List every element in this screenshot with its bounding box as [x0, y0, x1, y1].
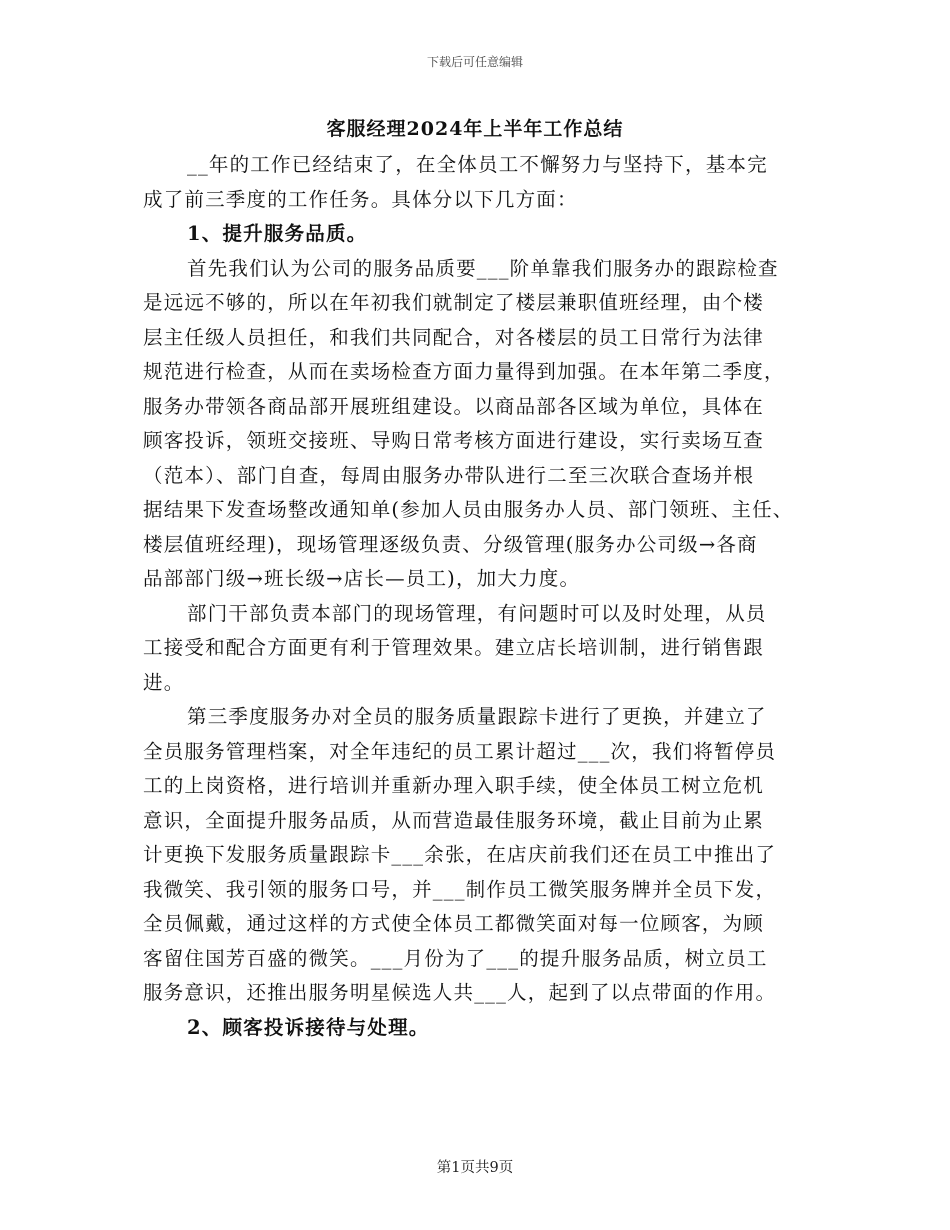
paragraph-line: 工的上岗资格，进行培训并重新办理入职手续，使全体员工树立危机	[143, 774, 765, 797]
paragraph-line: 服务办带领各商品部开展班组建设。以商品部各区域为单位，具体在	[143, 394, 765, 418]
paragraph-line: 全员服务管理档案，对全年违纪的员工累计超过___次，我们将暂停员	[143, 739, 777, 763]
paragraph-line: 工接受和配合方面更有利于管理效果。建立店长培训制，进行销售跟	[143, 636, 765, 659]
section-heading: 1、提升服务品质。	[187, 222, 368, 245]
page-header-note: 下载后可任意编辑	[426, 55, 523, 69]
paragraph-line: 楼层值班经理)，现场管理逐级负责、分级管理(服务办公司级→各商	[143, 532, 758, 556]
paragraph-line: 全员佩戴，通过这样的方式使全体员工都微笑面对每一位顾客，为顾	[143, 912, 765, 935]
paragraph-line: 品部部门级→班长级→店长—员工)，加大力度。	[143, 567, 581, 590]
paragraph-line: 意识，全面提升服务品质，从而营造最佳服务环境，截止目前为止累	[143, 808, 765, 832]
paragraph-line: 计更换下发服务质量跟踪卡___余张，在店庆前我们还在员工中推出了	[143, 843, 777, 866]
paragraph-line: （范本）、部门自查，每周由服务办带队进行二至三次联合查场并根	[143, 463, 755, 487]
paragraph-line: 顾客投诉，领班交接班、导购日常考核方面进行建设，实行卖场互查	[143, 429, 765, 452]
paragraph-line: 服务意识，还推出服务明星候选人共___人，起到了以点带面的作用。	[143, 981, 777, 1004]
paragraph-line: 据结果下发查场整改通知单(参加人员由服务办人员、部门领班、主任、	[143, 498, 794, 521]
document-body	[143, 148, 815, 1045]
paragraph-line: 我微笑、我引领的服务口号，并___制作员工微笑服务牌并全员下发，	[143, 877, 777, 901]
document-title: 客服经理2024年上半年工作总结	[326, 118, 624, 140]
paragraph-line: 是远远不够的，所以在年初我们就制定了楼层兼职值班经理，由个楼	[143, 291, 765, 314]
paragraph-line: 部门干部负责本部门的现场管理，有问题时可以及时处理，从员	[187, 601, 767, 625]
paragraph-line: 层主任级人员担任，和我们共同配合，对各楼层的员工日常行为法律	[143, 325, 765, 349]
paragraph-line: 进。	[143, 670, 185, 694]
paragraph-line: 客留住国芳百盛的微笑。___月份为了___的提升服务品质，树立员工	[143, 946, 768, 970]
paragraph-line: 首先我们认为公司的服务品质要___阶单靠我们服务办的跟踪检查	[187, 256, 779, 280]
paragraph-line: __年的工作已经结束了，在全体员工不懈努力与坚持下，基本完	[187, 153, 768, 176]
section-heading: 2、顾客投诉接待与处理。	[187, 1015, 430, 1039]
paragraph-line: 规范进行检查，从而在卖场检查方面力量得到加强。在本年第二季度，	[143, 360, 785, 383]
paragraph-line: 第三季度服务办对全员的服务质量跟踪卡进行了更换，并建立了	[187, 705, 767, 728]
paragraph-line: 成了前三季度的工作任务。具体分以下几方面：	[143, 187, 578, 211]
page-number: 第1页共9页	[436, 1160, 514, 1176]
